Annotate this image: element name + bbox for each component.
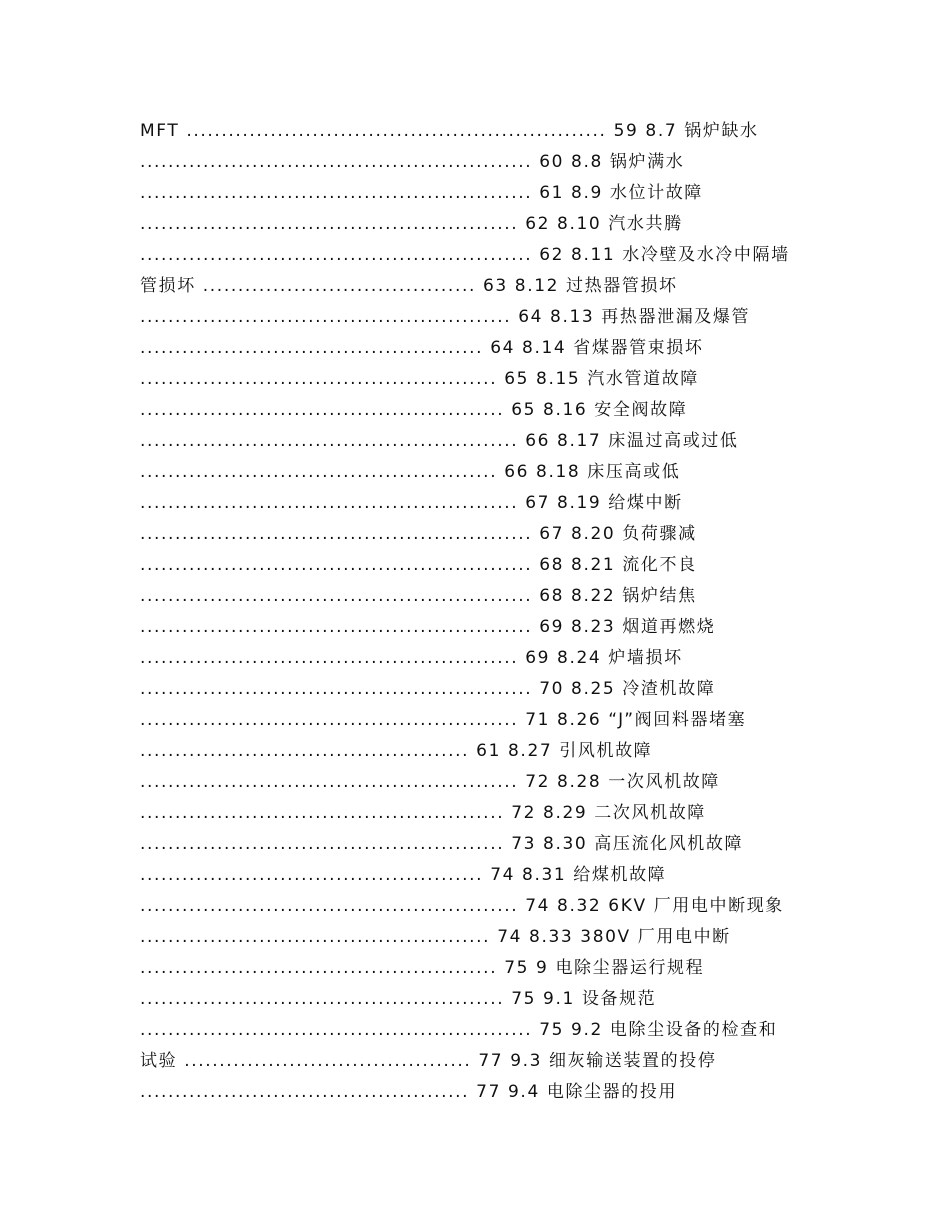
toc-line: ...................................................... 74 8.32 6KV 厂用电中断现象 bbox=[140, 896, 784, 916]
toc-line: .................................................... 75 9.1 设备规范 bbox=[140, 989, 657, 1009]
toc-line: ........................................................ 61 8.9 水位计故障 bbox=[140, 183, 703, 203]
toc-line: ...................................................... 67 8.19 给煤中断 bbox=[140, 493, 683, 513]
toc-line: ........................................................ 70 8.25 冷渣机故障 bbox=[140, 679, 716, 699]
toc-line: .................................................... 73 8.30 高压流化风机故障 bbox=[140, 834, 744, 854]
toc-line: ........................................................ 69 8.23 烟道再燃烧 bbox=[140, 617, 716, 637]
toc-line: ............................................... 61 8.27 引风机故障 bbox=[140, 741, 653, 761]
toc-line: 试验 ......................................... 77 9.3 细灰输送装置的投停 bbox=[140, 1051, 717, 1071]
toc-line: ................................................. 74 8.31 给煤机故障 bbox=[140, 865, 667, 885]
toc-line: ................................................... 75 9 电除尘器运行规程 bbox=[140, 958, 705, 978]
toc-line: ...................................................... 62 8.10 汽水共腾 bbox=[140, 214, 683, 234]
toc-line: ........................................................ 75 9.2 电除尘设备的检查和 bbox=[140, 1020, 778, 1040]
toc-line: ...................................................... 66 8.17 床温过高或过低 bbox=[140, 431, 739, 451]
toc-line: ................................................. 64 8.14 省煤器管束损坏 bbox=[140, 338, 704, 358]
toc-line: 管损坏 ....................................... 63 8.12 过热器管损坏 bbox=[140, 276, 678, 296]
toc-line: .................................................... 65 8.16 安全阀故障 bbox=[140, 400, 688, 420]
toc-line: .................................................... 72 8.29 二次风机故障 bbox=[140, 803, 706, 823]
table-of-contents bbox=[140, 116, 840, 1108]
toc-line: ........................................................ 68 8.21 流化不良 bbox=[140, 555, 697, 575]
toc-line: ...................................................... 69 8.24 炉墙损坏 bbox=[140, 648, 683, 668]
toc-line: ............................................... 77 9.4 电除尘器的投用 bbox=[140, 1082, 678, 1102]
toc-line: ........................................................ 62 8.11 水冷壁及水冷中隔墙 bbox=[140, 245, 790, 265]
toc-line: ........................................................ 67 8.20 负荷骤减 bbox=[140, 524, 697, 544]
toc-line: ...................................................... 71 8.26 “J”阀回料器堵塞 bbox=[140, 710, 747, 730]
toc-line: ................................................... 66 8.18 床压高或低 bbox=[140, 462, 681, 482]
toc-line: .................................................. 74 8.33 380V 厂用电中断 bbox=[140, 927, 731, 947]
toc-line: ........................................................ 60 8.8 锅炉满水 bbox=[140, 152, 685, 172]
toc-line: ........................................................ 68 8.22 锅炉结焦 bbox=[140, 586, 697, 606]
toc-line: ...................................................... 72 8.28 一次风机故障 bbox=[140, 772, 720, 792]
toc-line: ................................................... 65 8.15 汽水管道故障 bbox=[140, 369, 699, 389]
toc-line: MFT ............................................................ 59 8.7 锅炉缺水 bbox=[140, 121, 759, 141]
toc-line: ..................................................... 64 8.13 再热器泄漏及爆管 bbox=[140, 307, 751, 327]
